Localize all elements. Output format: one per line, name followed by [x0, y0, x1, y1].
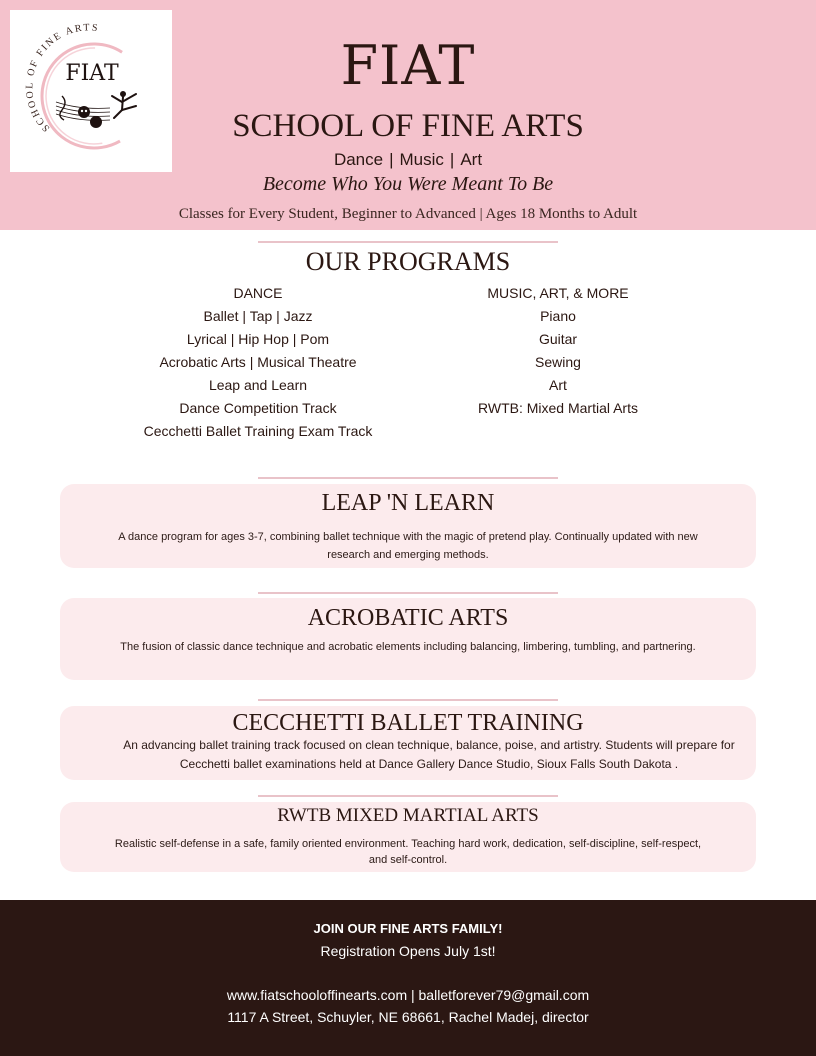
list-item: Acrobatic Arts | Musical Theatre [159, 354, 357, 370]
address-line: 1117 A Street, Schuyler, NE 68661, Rachel Madej, director [227, 1009, 589, 1025]
cecchetti-ballet-card [60, 706, 756, 780]
list-item: Leap and Learn [208, 377, 308, 393]
card-title: LEAP 'N LEARN [321, 490, 495, 516]
footer [0, 900, 816, 1056]
leap-n-learn-card [60, 484, 756, 568]
divider [258, 477, 558, 479]
list-item: Dance Competition Track [179, 400, 337, 416]
card-title: ACROBATIC ARTS [307, 605, 509, 631]
discipline-music: Music [399, 150, 444, 169]
list-item: Lyrical | Hip Hop | Pom [186, 331, 330, 347]
header-banner [0, 0, 816, 230]
list-item: Ballet | Tap | Jazz [203, 308, 313, 324]
divider [258, 241, 558, 243]
school-title: FIAT [340, 34, 476, 97]
list-item: Guitar [538, 331, 578, 347]
divider [258, 592, 558, 594]
disciplines-line [258, 150, 558, 170]
programs-title: OUR PROGRAMS [305, 247, 511, 276]
registration-note: Registration Opens July 1st! [320, 943, 496, 959]
list-item: Cecchetti Ballet Training Exam Track [143, 423, 373, 439]
music-programs-column [418, 285, 698, 423]
contact-line: www.fiatschooloffinearts.com | balletforever79@gmail.com [226, 987, 590, 1003]
discipline-art: Art [460, 150, 483, 169]
theatre-masks-icon [78, 106, 102, 128]
list-item: RWTB: Mixed Martial Arts [478, 400, 638, 416]
school-subtitle: SCHOOL OF FINE ARTS [232, 108, 584, 144]
list-item: Sewing [535, 354, 581, 370]
divider [258, 795, 558, 797]
dance-programs-column [118, 285, 398, 446]
separator: | [389, 150, 394, 169]
acrobatic-arts-card [60, 598, 756, 680]
dancer-silhouette-icon [112, 91, 136, 118]
card-title: CECCHETTI BALLET TRAINING [232, 710, 584, 736]
card-description: An advancing ballet training track focused on clean technique, balance, poise, and artistry. Students will prepare for Cecchetti ballet examinations held at Dance Gallery Dance Studio, Sioux Falls South Dakota . [123, 738, 735, 771]
card-description: A dance program for ages 3-7, combining ballet technique with the magic of pretend play. Continually updated with new research and emerging methods. [118, 531, 698, 561]
logo-emblem-icon [10, 10, 172, 172]
classes-line: Classes for Every Student, Beginner to Advanced | Ages 18 Months to Adult [178, 206, 638, 222]
list-item: Piano [540, 308, 576, 324]
card-description: The fusion of classic dance technique and acrobatic elements including balancing, limbering, tumbling, and partnering. [120, 641, 696, 653]
dance-heading: DANCE [233, 285, 283, 301]
tagline: Become Who You Were Meant To Be [262, 173, 554, 195]
logo-ring-text: SCHOOL OF FINE ARTS [24, 22, 100, 134]
logo-name: FIAT [65, 61, 119, 86]
music-heading: MUSIC, ART, & MORE [487, 285, 629, 301]
card-title: RWTB MIXED MARTIAL ARTS [277, 805, 539, 826]
school-logo [10, 10, 172, 172]
rwtb-martial-arts-card [60, 802, 756, 872]
list-item: Art [549, 377, 567, 393]
card-description: Realistic self-defense in a safe, family oriented environment. Teaching hard work, dedication, self-discipline, self-respect, and self-control. [114, 838, 702, 866]
divider [258, 699, 558, 701]
separator: | [449, 150, 455, 169]
discipline-dance: Dance [333, 150, 384, 169]
footer-headline: JOIN OUR FINE ARTS FAMILY! [313, 921, 503, 936]
